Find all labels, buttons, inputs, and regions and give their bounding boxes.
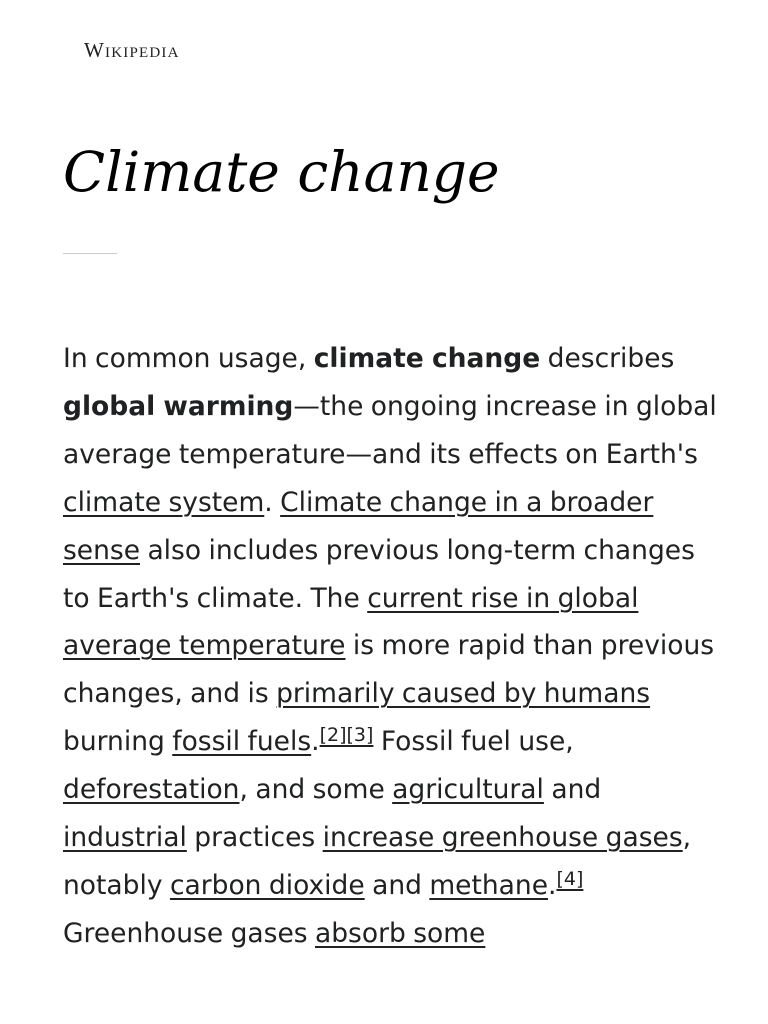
bold-term-climate-change: climate change xyxy=(313,343,541,374)
link-agricultural[interactable]: agricultural xyxy=(392,774,544,806)
lead-text: . xyxy=(548,869,557,901)
lead-text: describes xyxy=(540,343,675,374)
lead-text: burning xyxy=(63,726,173,758)
lead-text: , and some xyxy=(239,774,393,806)
link-fossil-fuels[interactable]: fossil fuels xyxy=(172,726,312,758)
lead-text: In common usage, xyxy=(63,343,314,374)
lead-paragraph xyxy=(63,335,723,958)
lead-text: —the ongoing increase in global average temperature—and its effects on Earth's xyxy=(63,390,717,470)
bold-term-global-warming: global warming xyxy=(63,390,294,422)
link-deforestation[interactable]: deforestation xyxy=(63,774,240,806)
lead-text: , notably xyxy=(63,822,692,901)
link-increase-greenhouse-gases[interactable]: increase greenhouse gases xyxy=(322,822,683,854)
wikipedia-wordmark-link[interactable]: Wikipedia xyxy=(84,38,180,62)
lead-text: practices xyxy=(186,822,323,854)
lead-text: Fossil fuel use, xyxy=(373,726,574,758)
title-divider xyxy=(63,253,117,254)
link-industrial[interactable]: industrial xyxy=(63,822,187,854)
lead-text: . xyxy=(311,726,320,758)
link-climate-system[interactable]: climate system xyxy=(63,486,265,518)
lead-text: and xyxy=(364,869,430,901)
link-primarily-caused-by-humans[interactable]: primarily caused by humans xyxy=(276,678,651,710)
citation-link-3[interactable]: [3] xyxy=(346,724,374,747)
link-absorb-some[interactable]: absorb some xyxy=(315,917,486,949)
citation-ref-2 xyxy=(320,724,347,746)
link-carbon-dioxide[interactable]: carbon dioxide xyxy=(169,869,365,901)
citation-ref-4 xyxy=(556,868,583,890)
link-climate-change-broader-sense[interactable]: Climate change in a broader sense xyxy=(63,486,654,566)
citation-ref-3 xyxy=(347,724,374,746)
lead-text: and xyxy=(543,774,602,806)
lead-text: . xyxy=(264,486,281,518)
citation-link-4[interactable]: [4] xyxy=(556,867,584,890)
lead-text: is more rapid than previous changes, and is xyxy=(63,630,715,710)
citation-link-2[interactable]: [2] xyxy=(319,724,347,747)
lead-text: also includes previous long-term changes to Earth's climate. The xyxy=(63,534,695,614)
lead-text: Greenhouse gases xyxy=(63,917,315,949)
link-current-rise-global-temperature[interactable]: current rise in global average temperature xyxy=(63,582,639,662)
page-title: Climate change xyxy=(63,140,500,204)
link-methane[interactable]: methane xyxy=(429,869,549,901)
